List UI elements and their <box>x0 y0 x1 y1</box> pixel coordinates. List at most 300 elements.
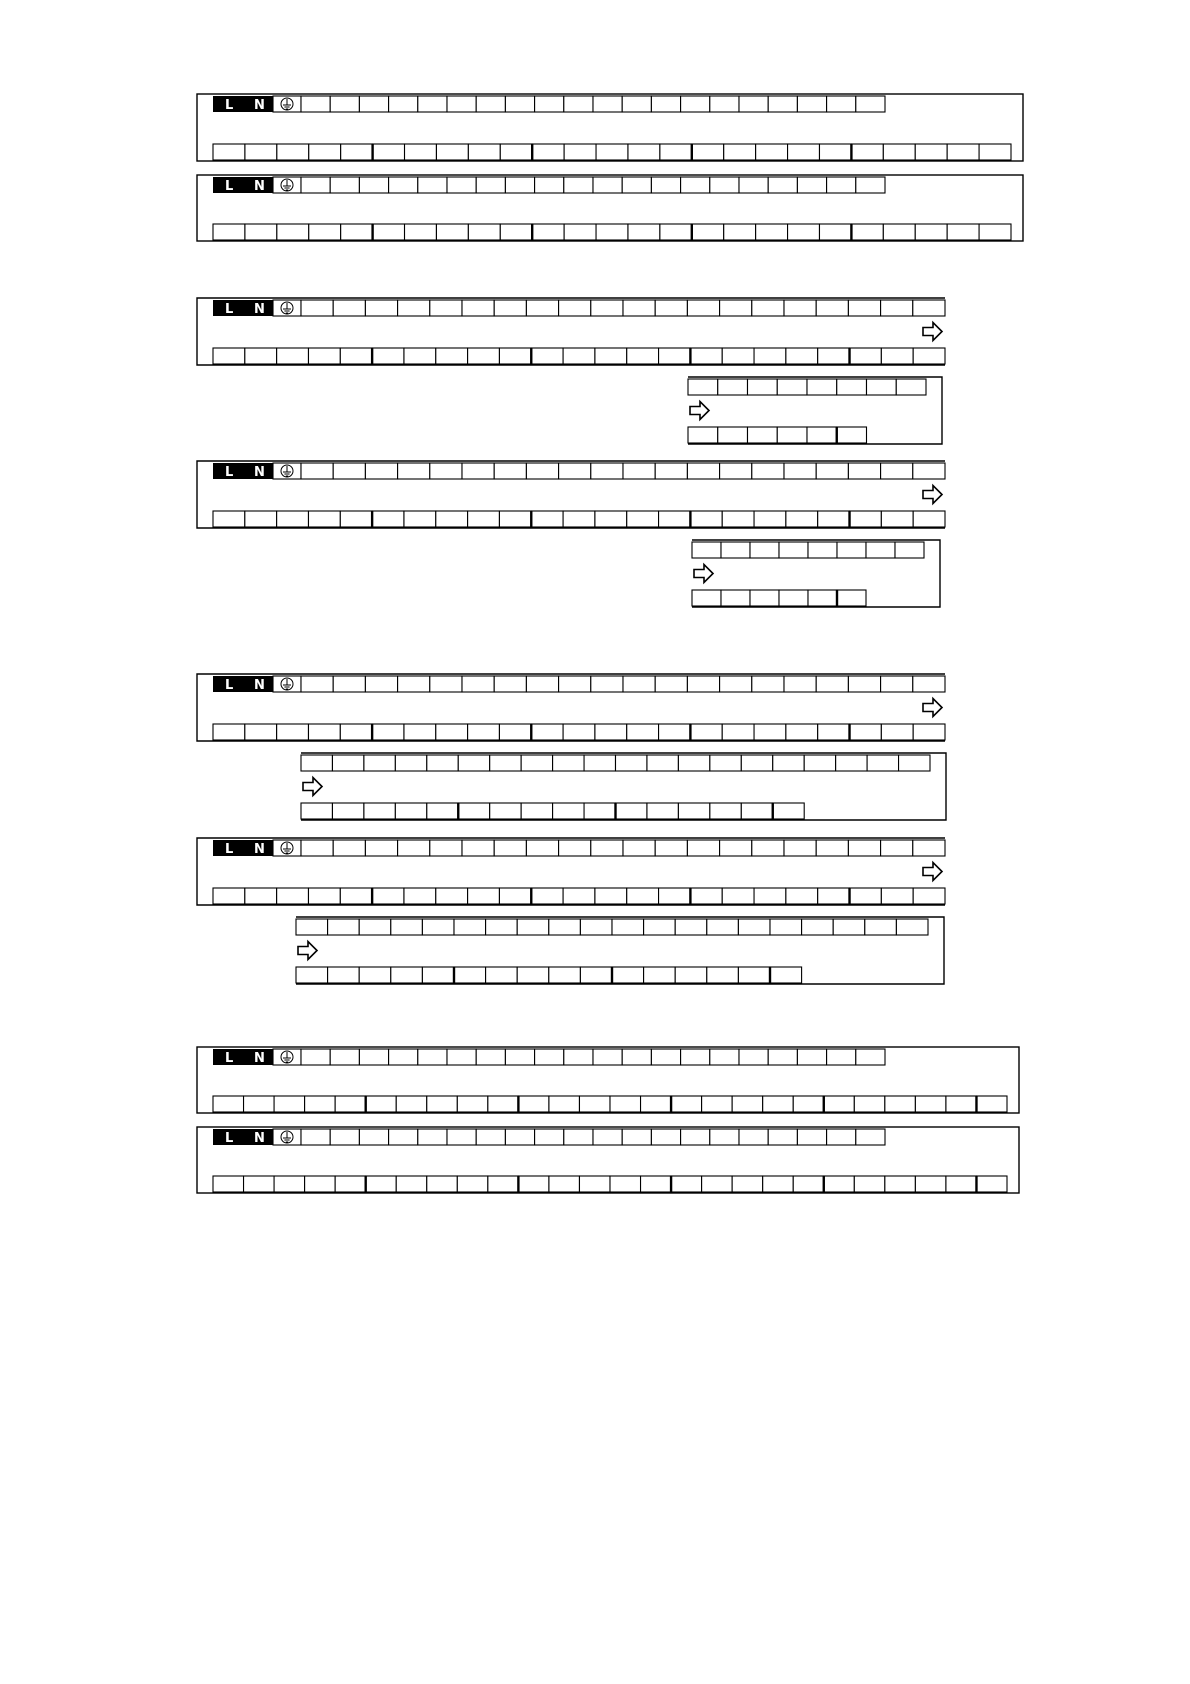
continuation-bottom-slot-4 <box>395 803 426 819</box>
top-breaker-slot-15 <box>752 300 784 316</box>
continuation-top-slot-18 <box>833 919 865 935</box>
continuation-top-slot-7 <box>490 755 521 771</box>
continuation-block-4 <box>692 540 940 607</box>
top-breaker-slot-15 <box>752 463 784 479</box>
top-breaker-slot-19 <box>827 96 856 112</box>
live-terminal-label: L <box>225 302 234 317</box>
bottom-breaker-slot-19 <box>763 1096 794 1112</box>
bottom-breaker-slot-19 <box>788 144 820 160</box>
top-breaker-slot-20 <box>913 463 945 479</box>
top-breaker-slot-7 <box>476 96 505 112</box>
top-breaker-slot-5 <box>418 1129 447 1145</box>
continuation-top-slot-9 <box>553 755 584 771</box>
top-breaker-slot-18 <box>848 463 880 479</box>
bottom-breaker-slot-10 <box>499 348 531 364</box>
top-breaker-slot-18 <box>797 1049 826 1065</box>
bottom-breaker-slot-7 <box>404 724 436 740</box>
bottom-breaker-slot-21 <box>850 888 882 904</box>
continuation-top-slot-7 <box>866 542 895 558</box>
top-breaker-slot-8 <box>505 177 534 193</box>
top-breaker-slot-17 <box>768 177 797 193</box>
continuation-top-slot-4 <box>779 542 808 558</box>
bottom-breaker-slot-23 <box>915 224 947 240</box>
bottom-breaker-slot-8 <box>427 1176 458 1192</box>
bottom-breaker-slot-19 <box>786 511 818 527</box>
bottom-breaker-slot-25 <box>979 144 1011 160</box>
top-breaker-slot-13 <box>687 463 719 479</box>
continuation-top-slot-7 <box>486 919 518 935</box>
bottom-breaker-slot-17 <box>724 224 756 240</box>
top-breaker-slot-2 <box>330 1129 359 1145</box>
top-breaker-slot-3 <box>365 463 397 479</box>
bottom-breaker-slot-8 <box>436 224 468 240</box>
continuation-bottom-slot-2 <box>721 590 750 606</box>
bottom-breaker-slot-18 <box>754 348 786 364</box>
continuation-bottom-slot-5 <box>422 967 454 983</box>
continuation-bottom-slot-10 <box>580 967 612 983</box>
bottom-breaker-slot-13 <box>579 1096 610 1112</box>
earth-ground-icon <box>273 1049 301 1065</box>
continuation-bottom-slot-5 <box>807 427 837 443</box>
bottom-breaker-slot-14 <box>627 888 659 904</box>
top-breaker-slot-15 <box>710 177 739 193</box>
bottom-breaker-slot-2 <box>245 511 277 527</box>
bottom-breaker-slot-3 <box>277 348 309 364</box>
continuation-top-slot-10 <box>580 919 612 935</box>
top-breaker-slot-15 <box>710 96 739 112</box>
continuation-top-slot-2 <box>721 542 750 558</box>
bottom-breaker-slot-18 <box>754 511 786 527</box>
bottom-breaker-slot-16 <box>690 724 722 740</box>
top-breaker-slot-3 <box>359 177 388 193</box>
top-breaker-slot-1 <box>301 96 330 112</box>
bottom-breaker-slot-24 <box>915 1096 946 1112</box>
bottom-breaker-slot-2 <box>245 144 277 160</box>
continuation-bottom-slot-5 <box>427 803 458 819</box>
top-breaker-slot-10 <box>564 1129 593 1145</box>
bottom-breaker-slot-5 <box>335 1096 366 1112</box>
top-breaker-slot-4 <box>389 96 418 112</box>
earth-ground-icon <box>273 177 301 193</box>
top-breaker-slot-11 <box>623 300 655 316</box>
top-breaker-slot-13 <box>651 1049 680 1065</box>
continuation-bottom-slot-7 <box>486 967 518 983</box>
bottom-breaker-slot-18 <box>754 888 786 904</box>
bottom-breaker-slot-13 <box>595 724 627 740</box>
continuation-top-slot-4 <box>391 919 423 935</box>
continuation-top-slot-12 <box>644 919 676 935</box>
bottom-breaker-slot-20 <box>818 511 850 527</box>
continuation-bottom-slot-1 <box>692 590 721 606</box>
continuation-bottom-slot-4 <box>779 590 808 606</box>
continuation-bottom-slot-1 <box>296 967 328 983</box>
bottom-breaker-slot-9 <box>468 224 500 240</box>
top-breaker-slot-14 <box>720 300 752 316</box>
top-breaker-slot-18 <box>848 300 880 316</box>
bottom-breaker-slot-23 <box>913 348 945 364</box>
bottom-breaker-slot-14 <box>628 224 660 240</box>
continuation-top-slot-4 <box>395 755 426 771</box>
continuation-bottom-slot-8 <box>521 803 552 819</box>
bottom-breaker-slot-5 <box>341 224 373 240</box>
continuation-top-slot-6 <box>458 755 489 771</box>
bottom-breaker-slot-2 <box>245 724 277 740</box>
top-breaker-slot-15 <box>752 676 784 692</box>
bottom-breaker-slot-8 <box>436 724 468 740</box>
continued-from-left-arrow <box>690 402 709 420</box>
top-breaker-slot-11 <box>623 463 655 479</box>
live-terminal-label: L <box>225 678 234 693</box>
top-breaker-slot-6 <box>462 840 494 856</box>
top-breaker-slot-13 <box>651 1129 680 1145</box>
top-breaker-slot-10 <box>591 840 623 856</box>
top-breaker-slot-11 <box>593 96 622 112</box>
bottom-breaker-slot-12 <box>564 224 596 240</box>
bottom-breaker-slot-11 <box>532 144 564 160</box>
bottom-breaker-slot-13 <box>579 1176 610 1192</box>
bottom-breaker-slot-2 <box>245 348 277 364</box>
top-breaker-slot-11 <box>593 177 622 193</box>
bottom-breaker-slot-12 <box>563 348 595 364</box>
top-breaker-slot-18 <box>848 840 880 856</box>
continuation-bottom-slot-6 <box>837 590 866 606</box>
top-breaker-slot-4 <box>389 1049 418 1065</box>
top-breaker-slot-5 <box>418 96 447 112</box>
bottom-breaker-slot-7 <box>404 888 436 904</box>
bottom-breaker-slot-10 <box>500 144 532 160</box>
continued-from-left-arrow <box>303 778 322 796</box>
continuation-top-slot-13 <box>678 755 709 771</box>
continue-right-arrow <box>923 323 942 341</box>
top-breaker-slot-14 <box>681 1049 710 1065</box>
continuation-top-slot-14 <box>710 755 741 771</box>
top-breaker-slot-7 <box>494 463 526 479</box>
bottom-breaker-slot-4 <box>308 348 340 364</box>
continuation-bottom-slot-13 <box>675 967 707 983</box>
bottom-breaker-slot-11 <box>518 1176 549 1192</box>
earth-ground-icon <box>273 300 301 316</box>
top-breaker-slot-17 <box>768 1049 797 1065</box>
earth-ground-icon <box>273 676 301 692</box>
bottom-breaker-slot-5 <box>341 144 373 160</box>
bottom-breaker-slot-11 <box>531 348 563 364</box>
bottom-breaker-slot-6 <box>372 888 404 904</box>
top-breaker-slot-19 <box>827 177 856 193</box>
continuation-bottom-slot-6 <box>454 967 486 983</box>
top-breaker-slot-11 <box>623 676 655 692</box>
continuation-top-slot-8 <box>517 919 549 935</box>
continuation-block-3 <box>688 377 942 444</box>
top-breaker-slot-4 <box>398 300 430 316</box>
bottom-breaker-slot-25 <box>946 1096 977 1112</box>
top-breaker-slot-17 <box>816 840 848 856</box>
top-breaker-slot-5 <box>430 676 462 692</box>
bottom-breaker-slot-9 <box>468 724 500 740</box>
top-breaker-slot-5 <box>430 300 462 316</box>
continue-right-arrow <box>923 699 942 717</box>
top-breaker-slot-20 <box>856 1049 885 1065</box>
bottom-breaker-slot-9 <box>457 1176 488 1192</box>
bottom-breaker-slot-7 <box>404 511 436 527</box>
top-breaker-slot-12 <box>655 676 687 692</box>
bottom-breaker-slot-6 <box>373 144 405 160</box>
top-breaker-slot-10 <box>591 676 623 692</box>
earth-ground-icon <box>273 840 301 856</box>
bottom-breaker-slot-11 <box>532 224 564 240</box>
top-breaker-slot-15 <box>752 840 784 856</box>
top-breaker-slot-12 <box>655 840 687 856</box>
live-terminal-label: L <box>225 1131 234 1146</box>
bottom-breaker-slot-17 <box>702 1176 733 1192</box>
continuation-bottom-slot-3 <box>359 967 391 983</box>
top-breaker-slot-2 <box>333 840 365 856</box>
bottom-breaker-slot-17 <box>722 724 754 740</box>
bottom-breaker-slot-16 <box>692 224 724 240</box>
top-breaker-slot-2 <box>333 300 365 316</box>
top-breaker-slot-17 <box>816 463 848 479</box>
continuation-bottom-slot-4 <box>777 427 807 443</box>
bottom-breaker-slot-9 <box>457 1096 488 1112</box>
bottom-breaker-slot-10 <box>499 511 531 527</box>
bottom-breaker-slot-13 <box>596 224 628 240</box>
bottom-breaker-slot-19 <box>763 1176 794 1192</box>
bottom-breaker-slot-1 <box>213 888 245 904</box>
bottom-breaker-slot-8 <box>436 888 468 904</box>
board-row-6 <box>197 838 945 905</box>
bottom-breaker-slot-22 <box>883 144 915 160</box>
bottom-breaker-slot-4 <box>308 724 340 740</box>
bottom-breaker-slot-2 <box>245 224 277 240</box>
bottom-breaker-slot-1 <box>213 1176 244 1192</box>
bottom-breaker-slot-23 <box>885 1176 916 1192</box>
continuation-bottom-slot-5 <box>808 590 837 606</box>
bottom-breaker-slot-15 <box>641 1096 672 1112</box>
bottom-breaker-slot-19 <box>788 224 820 240</box>
bottom-breaker-slot-1 <box>213 144 245 160</box>
continued-from-left-arrow <box>694 565 713 583</box>
continuation-top-slot-2 <box>332 755 363 771</box>
continuation-top-slot-1 <box>296 919 328 935</box>
top-breaker-slot-6 <box>462 300 494 316</box>
bottom-breaker-slot-7 <box>396 1176 427 1192</box>
bottom-breaker-slot-21 <box>824 1176 855 1192</box>
continuation-bottom-slot-2 <box>718 427 748 443</box>
board-row-8 <box>197 1127 1019 1193</box>
bottom-breaker-slot-12 <box>549 1096 580 1112</box>
top-breaker-slot-12 <box>655 463 687 479</box>
bottom-breaker-slot-18 <box>756 224 788 240</box>
bottom-breaker-slot-5 <box>340 348 372 364</box>
bottom-breaker-slot-3 <box>277 224 309 240</box>
continuation-top-slot-17 <box>804 755 835 771</box>
bottom-breaker-slot-16 <box>671 1176 702 1192</box>
bottom-breaker-slot-12 <box>563 511 595 527</box>
bottom-breaker-slot-12 <box>549 1176 580 1192</box>
continuation-bottom-slot-3 <box>748 427 778 443</box>
top-breaker-slot-17 <box>768 96 797 112</box>
bottom-breaker-slot-7 <box>404 348 436 364</box>
bottom-breaker-slot-10 <box>488 1176 519 1192</box>
bottom-breaker-slot-15 <box>659 724 691 740</box>
continuation-top-slot-3 <box>748 379 778 395</box>
bottom-breaker-slot-15 <box>659 511 691 527</box>
continuation-bottom-slot-14 <box>710 803 741 819</box>
top-breaker-slot-16 <box>784 676 816 692</box>
top-breaker-slot-15 <box>710 1049 739 1065</box>
bottom-breaker-slot-21 <box>850 511 882 527</box>
continuation-bottom-slot-9 <box>549 967 581 983</box>
top-breaker-slot-16 <box>739 96 768 112</box>
continuation-top-slot-10 <box>584 755 615 771</box>
continuation-top-slot-3 <box>364 755 395 771</box>
bottom-breaker-slot-6 <box>372 724 404 740</box>
bottom-breaker-slot-21 <box>851 224 883 240</box>
board-row-1 <box>197 94 1023 161</box>
top-breaker-slot-9 <box>559 463 591 479</box>
continuation-top-slot-15 <box>738 919 770 935</box>
bottom-breaker-slot-1 <box>213 724 245 740</box>
bottom-breaker-slot-20 <box>818 724 850 740</box>
top-breaker-slot-20 <box>856 96 885 112</box>
top-breaker-slot-7 <box>476 1129 505 1145</box>
continuation-top-slot-15 <box>741 755 772 771</box>
top-breaker-slot-1 <box>301 177 330 193</box>
top-breaker-slot-5 <box>418 1049 447 1065</box>
bottom-breaker-slot-3 <box>274 1096 305 1112</box>
bottom-breaker-slot-19 <box>786 348 818 364</box>
continuation-bottom-slot-9 <box>553 803 584 819</box>
bottom-breaker-slot-21 <box>850 724 882 740</box>
bottom-breaker-slot-19 <box>786 724 818 740</box>
continued-from-left-arrow <box>298 942 317 960</box>
continuation-top-slot-5 <box>422 919 454 935</box>
bottom-breaker-slot-22 <box>881 511 913 527</box>
bottom-breaker-slot-17 <box>722 511 754 527</box>
top-breaker-slot-12 <box>622 96 651 112</box>
continuation-bottom-slot-12 <box>644 967 676 983</box>
bottom-breaker-slot-23 <box>913 888 945 904</box>
live-terminal-label: L <box>225 98 234 113</box>
board-row-3 <box>197 298 945 365</box>
bottom-breaker-slot-26 <box>976 1176 1007 1192</box>
bottom-breaker-slot-9 <box>468 511 500 527</box>
continuation-bottom-slot-3 <box>364 803 395 819</box>
bottom-breaker-slot-9 <box>468 348 500 364</box>
bottom-breaker-slot-5 <box>335 1176 366 1192</box>
bottom-breaker-slot-22 <box>881 724 913 740</box>
bottom-breaker-slot-14 <box>627 724 659 740</box>
continuation-bottom-slot-2 <box>328 967 360 983</box>
continuation-bottom-slot-11 <box>612 967 644 983</box>
continuation-top-slot-20 <box>899 755 930 771</box>
top-breaker-slot-8 <box>505 96 534 112</box>
bottom-breaker-slot-14 <box>627 511 659 527</box>
top-breaker-slot-16 <box>739 1129 768 1145</box>
top-breaker-slot-7 <box>476 1049 505 1065</box>
live-terminal-label: L <box>225 1051 234 1066</box>
top-breaker-slot-8 <box>505 1049 534 1065</box>
bottom-breaker-slot-14 <box>610 1096 641 1112</box>
board-row-7 <box>197 1047 1019 1113</box>
top-breaker-slot-3 <box>365 300 397 316</box>
top-breaker-slot-9 <box>535 96 564 112</box>
bottom-breaker-slot-23 <box>913 511 945 527</box>
live-terminal-label: L <box>225 842 234 857</box>
top-breaker-slot-16 <box>784 463 816 479</box>
bottom-breaker-slot-12 <box>564 144 596 160</box>
top-breaker-slot-12 <box>622 177 651 193</box>
top-breaker-slot-10 <box>591 463 623 479</box>
top-breaker-slot-5 <box>418 177 447 193</box>
bottom-breaker-slot-13 <box>596 144 628 160</box>
bottom-breaker-slot-4 <box>309 224 341 240</box>
bottom-breaker-slot-5 <box>340 511 372 527</box>
continuation-bottom-slot-3 <box>750 590 779 606</box>
top-breaker-slot-18 <box>848 676 880 692</box>
continuation-bottom-slot-13 <box>678 803 709 819</box>
top-breaker-slot-20 <box>913 840 945 856</box>
top-breaker-slot-11 <box>593 1049 622 1065</box>
top-breaker-slot-14 <box>681 177 710 193</box>
top-breaker-slot-9 <box>559 840 591 856</box>
bottom-breaker-slot-20 <box>819 144 851 160</box>
top-breaker-slot-1 <box>301 463 333 479</box>
bottom-breaker-slot-5 <box>340 888 372 904</box>
bottom-breaker-slot-13 <box>595 888 627 904</box>
continue-right-arrow <box>923 863 942 881</box>
earth-ground-icon <box>273 96 301 112</box>
neutral-terminal-label: N <box>254 842 265 857</box>
bottom-breaker-slot-16 <box>671 1096 702 1112</box>
earth-ground-icon <box>273 1129 301 1145</box>
top-breaker-slot-17 <box>768 1129 797 1145</box>
bottom-breaker-slot-3 <box>274 1176 305 1192</box>
bottom-breaker-slot-6 <box>366 1096 397 1112</box>
bottom-breaker-slot-24 <box>947 224 979 240</box>
top-breaker-slot-18 <box>797 96 826 112</box>
top-breaker-slot-19 <box>881 840 913 856</box>
bottom-breaker-slot-15 <box>659 888 691 904</box>
continuation-top-slot-5 <box>807 379 837 395</box>
bottom-breaker-slot-18 <box>756 144 788 160</box>
bottom-breaker-slot-17 <box>724 144 756 160</box>
top-breaker-slot-19 <box>881 676 913 692</box>
top-breaker-slot-14 <box>681 96 710 112</box>
top-breaker-slot-4 <box>389 1129 418 1145</box>
board-row-2 <box>197 175 1023 241</box>
bottom-breaker-slot-3 <box>277 511 309 527</box>
bottom-breaker-slot-10 <box>499 724 531 740</box>
continuation-bottom-slot-1 <box>301 803 332 819</box>
top-breaker-slot-3 <box>359 1129 388 1145</box>
bottom-breaker-slot-8 <box>436 511 468 527</box>
bottom-breaker-slot-26 <box>976 1096 1007 1112</box>
top-breaker-slot-10 <box>591 300 623 316</box>
top-breaker-slot-12 <box>655 300 687 316</box>
top-breaker-slot-14 <box>720 463 752 479</box>
bottom-breaker-slot-11 <box>518 1096 549 1112</box>
bottom-breaker-slot-22 <box>881 888 913 904</box>
continuation-top-slot-11 <box>612 919 644 935</box>
continuation-top-slot-13 <box>675 919 707 935</box>
live-terminal-label: L <box>225 179 234 194</box>
top-breaker-slot-13 <box>687 676 719 692</box>
bottom-breaker-slot-15 <box>659 348 691 364</box>
bottom-breaker-slot-3 <box>277 888 309 904</box>
top-breaker-slot-9 <box>559 676 591 692</box>
bottom-breaker-slot-2 <box>244 1096 275 1112</box>
continuation-top-slot-8 <box>521 755 552 771</box>
